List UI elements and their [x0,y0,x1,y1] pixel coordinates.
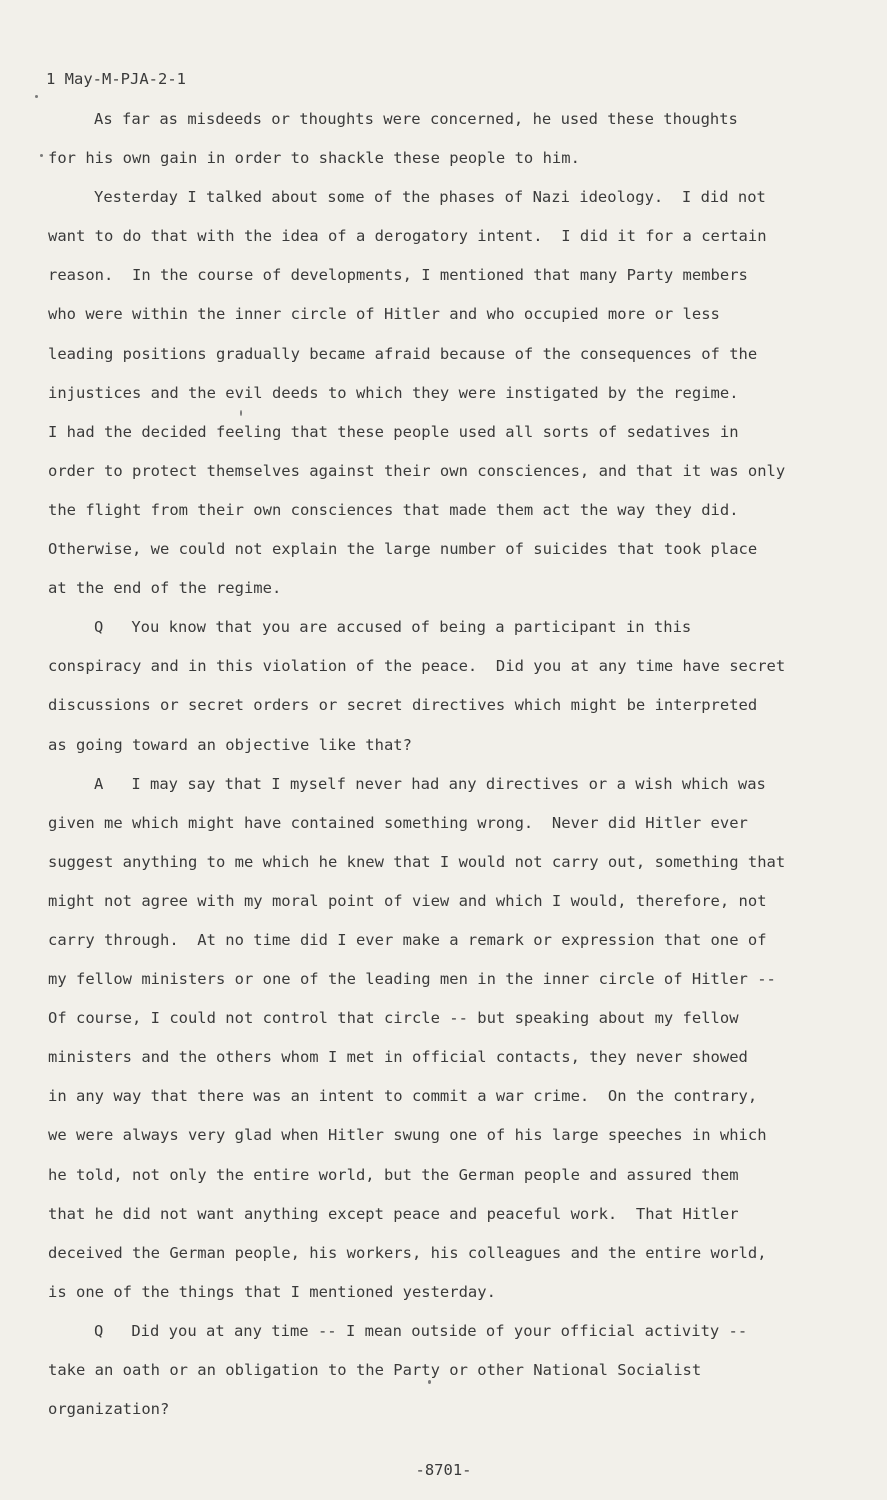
text-line: he told, not only the entire world, but the German people and assured them [48,1165,739,1184]
text-line: conspiracy and in this violation of the peace. Did you at any time have secret [48,657,786,676]
text-line: who were within the inner circle of Hitler and who occupied more or less [48,305,720,324]
document-reference: 1 May-M-PJA-2-1 [46,70,186,88]
text-line: As far as misdeeds or thoughts were concerned, he used these thoughts [94,110,738,128]
page-number: -8701- [415,1461,472,1479]
text-line: carry through. At no time did I ever make a remark or expression that one of [48,930,767,949]
text-line: the flight from their own consciences that made them act the way they did. [48,500,739,519]
question-line: Q Did you at any time -- I mean outside of your official activity -- [94,1321,748,1340]
transcript-body [48,100,818,1429]
text-line: is one of the things that I mentioned yesterday. [48,1282,496,1301]
text-line: as going toward an objective like that? [48,735,412,754]
text-line: in any way that there was an intent to commit a war crime. On the contrary, [48,1087,758,1106]
text-line: reason. In the course of developments, I mentioned that many Party members [48,266,748,285]
text-line: Of course, I could not control that circle -- but speaking about my fellow [48,1009,739,1028]
answer-line: A I may say that I myself never had any directives or a wish which was [94,774,766,793]
text-line: want to do that with the idea of a derogatory intent. I did it for a certain [48,227,767,246]
text-line: Yesterday I talked about some of the phases of Nazi ideology. I did not [94,188,766,207]
text-line: order to protect themselves against their own consciences, and that it was only [48,461,786,480]
text-line: discussions or secret orders or secret directives which might be interpreted [48,696,758,715]
text-line: might not agree with my moral point of view and which I would, therefore, not [48,891,767,910]
paper-speck [240,410,242,416]
text-line: at the end of the regime. [48,579,282,598]
text-line: leading positions gradually became afraid because of the consequences of the [48,344,758,363]
text-line: take an oath or an obligation to the Party or other National Socialist [48,1361,702,1379]
text-line: organization? [48,1400,170,1419]
text-line: I had the decided feeling that these people used all sorts of sedatives in [48,422,739,441]
question-line: Q You know that you are accused of being a participant in this [94,618,692,637]
text-line: for his own gain in order to shackle these people to him. [48,149,580,168]
text-line: ministers and the others whom I met in official contacts, they never showed [48,1048,748,1067]
paper-speck [35,95,38,98]
text-line: we were always very glad when Hitler swung one of his large speeches in which [48,1126,767,1145]
text-line: that he did not want anything except peace and peaceful work. That Hitler [48,1204,739,1223]
text-line: given me which might have contained something wrong. Never did Hitler ever [48,813,748,832]
text-line: injustices and the evil deeds to which they were instigated by the regime. [48,383,739,402]
paper-speck [428,1380,431,1384]
text-line: deceived the German people, his workers, his colleagues and the entire world, [48,1243,767,1262]
text-line: my fellow ministers or one of the leading men in the inner circle of Hitler -- [48,970,776,989]
text-line: Otherwise, we could not explain the large number of suicides that took place [48,540,758,559]
text-line: suggest anything to me which he knew that I would not carry out, something that [48,852,786,871]
paper-speck [40,154,43,157]
